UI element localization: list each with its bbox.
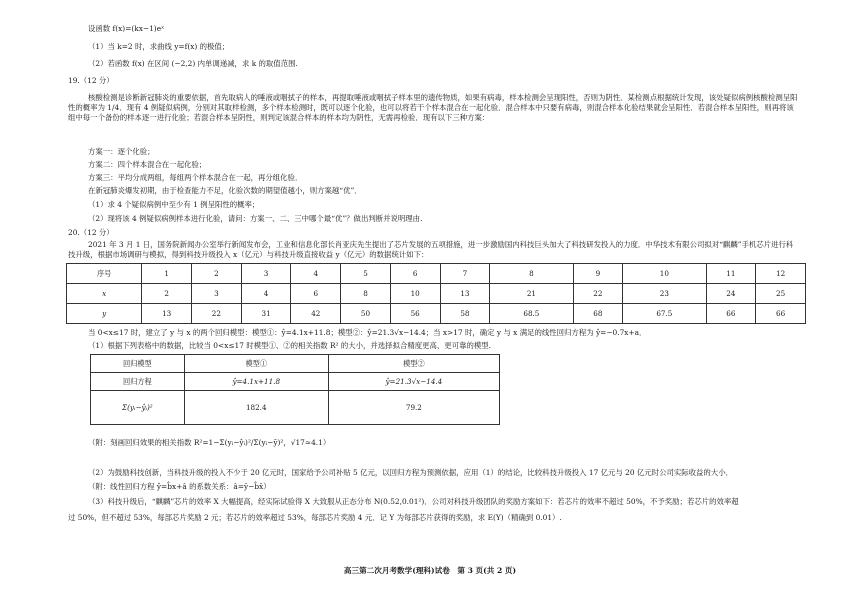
q20-hint-2: （附：线性回归方程 ŷ=b̂x+â 的系数关系：â=ȳ−b̂x̄） — [88, 482, 271, 491]
page-footer: 高三第二次月考数学(理科)试卷 第 3 页(共 2 页) — [343, 566, 517, 575]
q20-sub-2: （2）为鼓励科技创新，当科技升级的投入不少于 20 亿元时，国家给予公司补贴 5 亿元，以回归方程为预测依据，应用（1）的结论，比较科技升级投入 17 亿元与 20 亿元时公司实际收益的大小． — [88, 468, 733, 477]
table-cell: 5 — [341, 264, 391, 284]
table-cell: 4 — [291, 264, 341, 284]
table-cell: 25 — [756, 284, 806, 304]
table-cell: Σ(yᵢ−ŷᵢ)² — [91, 391, 185, 425]
data-table — [66, 263, 806, 324]
table-cell: 7 — [440, 264, 490, 284]
q20-models-line: 当 0<x≤17 时，建立了 y 与 x 的两个回归模型：模型①：ŷ=4.1x+11.8；模型②：ŷ=21.3√x−14.4；当 x>17 时，确定 y 与 x 满足的线性回归方程为 ŷ=−0.7x+a． — [88, 328, 647, 337]
table-cell: 50 — [341, 304, 391, 324]
prev-q1: （1）当 k=2 时，求曲线 y=f(x) 的极值； — [88, 42, 230, 51]
q19-note: 在新冠肺炎爆发初期，由于检查能力不足，化验次数的期望值越小，则方案越“优”． — [88, 186, 362, 195]
table-cell: 3 — [241, 264, 291, 284]
q20-sub-1: （1）根据下列表格中的数据，比较当 0<x≤17 时模型①、②的相关指数 R² 的大小，并选择拟合精度更高、更可靠的模型. — [88, 341, 491, 350]
q19-plan-1: 方案一：逐个化验； — [88, 147, 155, 156]
prev-q2: （2）若函数 f(x) 在区间 (−2,2) 内单调递减，求 k 的取值范围. — [88, 59, 298, 68]
q20-heading: 20.（12 分） — [68, 228, 114, 237]
table-cell: 6 — [291, 284, 341, 304]
table-cell: 68.5 — [490, 304, 573, 324]
q20-sub-3-line-1: （3）科技升级后，“麒麟”芯片的效率 X 大幅提高，经实际试验得 X 大致服从正态分布 N(0.52,0.01²)．公司对科技升级团队的奖励方案如下：若芯片的效率不超过 50%，不予奖励；若芯片的效率超 — [88, 497, 739, 506]
table-cell: ŷ=4.1x+11.8 — [184, 373, 328, 391]
q19-plan-2: 方案二：四个样本混合在一起化验； — [88, 160, 207, 169]
table-row — [91, 355, 500, 373]
table-row — [91, 391, 500, 425]
q19-sub-2: （2）现将该 4 例疑似病例样本进行化验，请问：方案一、二、三中哪个最“优”？做出判断并说明理由. — [88, 214, 423, 223]
table-cell: 56 — [390, 304, 440, 324]
table-cell: 11 — [706, 264, 756, 284]
table-cell: 58 — [440, 304, 490, 324]
table-cell: ŷ=21.3√x−14.4 — [328, 373, 499, 391]
table-cell: 3 — [192, 284, 242, 304]
table-cell: 4 — [241, 284, 291, 304]
table-cell: 回归方程 — [91, 373, 185, 391]
table-cell: 10 — [390, 284, 440, 304]
q19-heading: 19.（12 分） — [68, 76, 114, 85]
q19-plan-3: 方案三：平均分成两组，每组两个样本混合在一起，再分组化验． — [88, 173, 303, 182]
table-cell: 22 — [192, 304, 242, 324]
table-cell: 24 — [706, 284, 756, 304]
table-cell: 8 — [490, 264, 573, 284]
q20-sub-3-line-2: 过 50%，但不超过 53%，每部芯片奖励 2 元；若芯片的效率超过 53%，每部芯片奖励 4 元．记 Y 为每部芯片获得的奖励，求 E(Y)（精确到 0.01）. — [68, 513, 562, 522]
table-cell: 8 — [341, 284, 391, 304]
row-label-x: x — [67, 284, 142, 304]
table-cell: 13 — [440, 284, 490, 304]
table-row — [67, 264, 806, 284]
model-table — [90, 354, 500, 425]
table-cell: 2 — [192, 264, 242, 284]
table-cell: 66 — [706, 304, 756, 324]
row-label-y: y — [67, 304, 142, 324]
table-cell: 21 — [490, 284, 573, 304]
table-cell: 31 — [241, 304, 291, 324]
table-cell: 67.5 — [623, 304, 706, 324]
table-cell: 10 — [623, 264, 706, 284]
q19-paragraph: 核酸检测是诊断新冠肺炎的重要依据，首先取病人的唾液或咽拭子的样本，再提取唾液或咽拭子样本里的遗传物质，如果有病毒，样本检测会呈现阳性，否则为阴性．某检测点根据统计发现，该处疑似病例核酸检测呈阳性的概率为 1/4．现有 4 例疑似病例，分别对其取样检测，多个样本检测时，既可以逐个化验，也可以将若干个样本混合在一起化验．混合样本中只要有病毒，则混合样本化验结果就会呈阳性．若混合样本呈阳性，则再将该组中每一个备份的样本逐一进行化验；若混合样本呈阴性，则判定该混合样本的样本均为阴性，无需再检验．现有以下三种方案： — [68, 93, 798, 122]
prev-setup: 设函数 f(x)=(kx−1)eˣ — [88, 24, 165, 33]
q20-paragraph: 2021 年 3 月 1 日，国务院新闻办公室举行新闻发布会，工业和信息化部长肖亚庆先生提出了芯片发展的五项措施，进一步激励国内科技巨头加大了科技研发投入的力度．中华技术有限公司拟对“麒麟”手机芯片进行科技升级，根据市场调研与模拟，得到科技升级投入 x（亿元）与科技升级直接收益 y（亿元）的数据统计如下： — [68, 240, 794, 259]
table-cell: 2 — [142, 284, 192, 304]
table-cell: 12 — [756, 264, 806, 284]
table-cell: 42 — [291, 304, 341, 324]
table-header: 回归模型 — [91, 355, 185, 373]
q20-hint-1: （附：刻画回归效果的相关指数 R²=1−Σ(yᵢ−ŷᵢ)²/Σ(yᵢ−ȳ)²，√17≈4.1） — [88, 438, 331, 447]
table-cell: 13 — [142, 304, 192, 324]
table-cell: 23 — [623, 284, 706, 304]
table-cell: 1 — [142, 264, 192, 284]
table-cell: 22 — [573, 284, 623, 304]
table-row — [91, 373, 500, 391]
table-cell: 9 — [573, 264, 623, 284]
table-header: 模型② — [328, 355, 499, 373]
table-cell: 6 — [390, 264, 440, 284]
table-row — [67, 284, 806, 304]
q19-sub-1: （1）求 4 个疑似病例中至少有 1 例呈阳性的概率； — [88, 200, 260, 209]
table-row — [67, 304, 806, 324]
table-cell: 66 — [756, 304, 806, 324]
table-cell: 182.4 — [184, 391, 328, 425]
row-label-index: 序号 — [67, 264, 142, 284]
table-cell: 79.2 — [328, 391, 499, 425]
table-cell: 68 — [573, 304, 623, 324]
table-header: 模型① — [184, 355, 328, 373]
